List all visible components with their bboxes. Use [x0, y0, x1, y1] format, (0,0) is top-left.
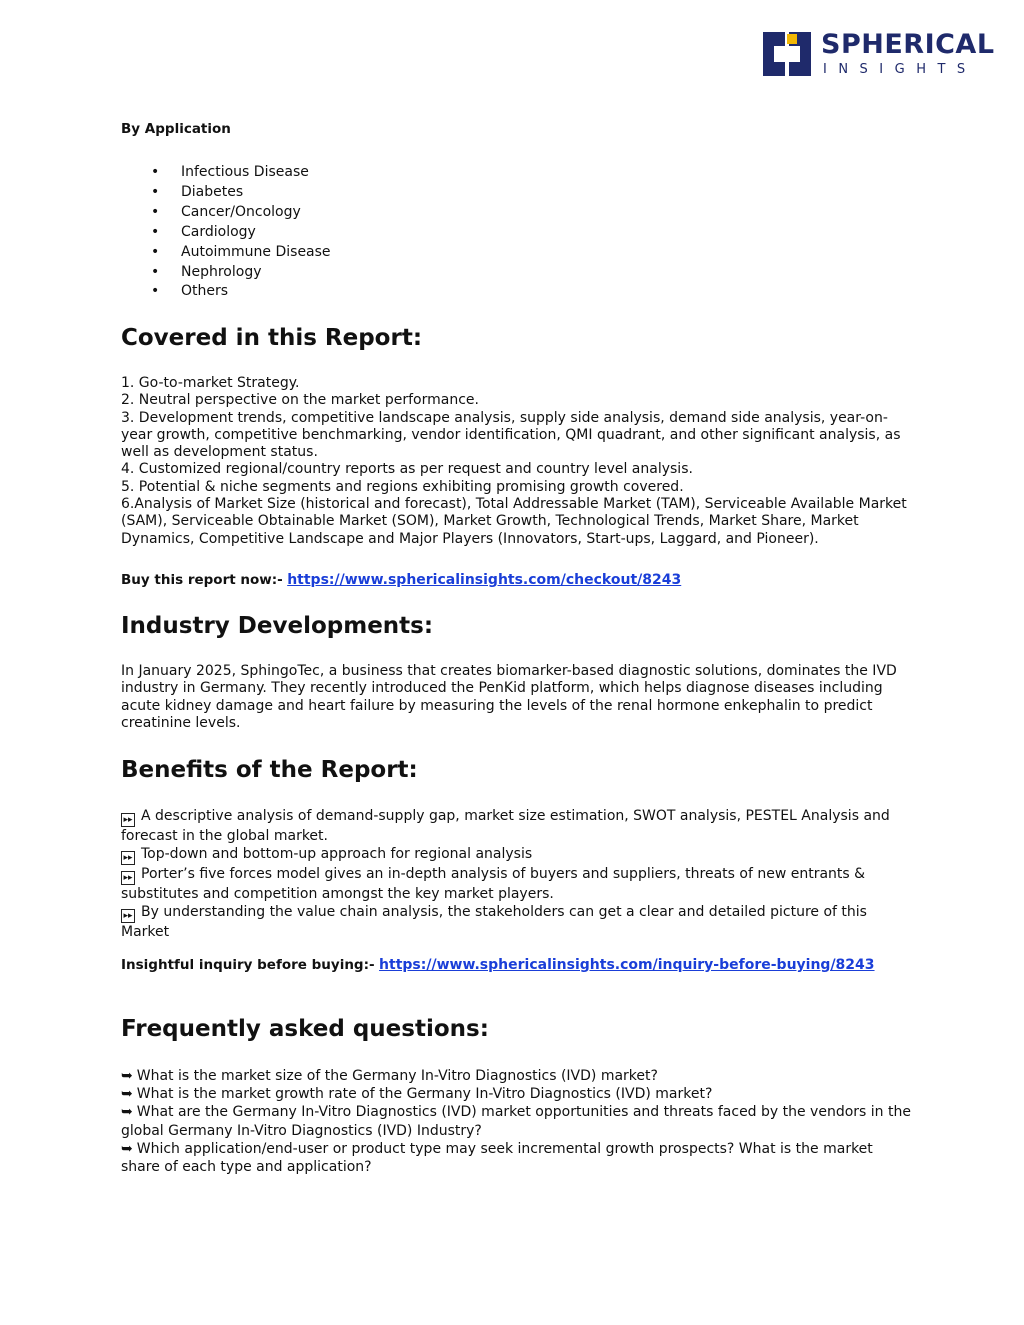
- fast-forward-icon: ▸▸: [121, 851, 135, 865]
- list-item: • Infectious Disease: [151, 164, 309, 180]
- benefit-item: ▸▸ A descriptive analysis of demand-supply gap, market size estimation, SWOT analysis, PESTEL Analysis and forecast in the global market.: [121, 808, 890, 844]
- brand-name: SPHERICAL: [821, 29, 995, 60]
- buy-label: Buy this report now:-: [121, 572, 283, 588]
- list-item: • Cardiology: [151, 223, 256, 240]
- list-item: • Others: [151, 283, 229, 300]
- inquiry-label: Insightful inquiry before buying:-: [121, 957, 375, 973]
- list-item: • Autoimmune Disease: [151, 243, 331, 260]
- list-item: • Nephrology: [151, 263, 262, 280]
- arrow-right-icon: ➥: [121, 1068, 133, 1084]
- benefits-heading: Benefits of the Report:: [121, 757, 418, 783]
- faq-item: ➥ What is the market growth rate of the Germany In-Vitro Diagnostics (IVD) market?: [121, 1086, 713, 1103]
- brand-subtitle: INSIGHTS: [823, 62, 977, 77]
- arrow-right-icon: ➥: [121, 1086, 133, 1103]
- benefit-item: ▸▸ Porter’s five forces model gives an in-depth analysis of buyers and suppliers, threats of new entrants & substitutes and competition amongst the key market players.: [121, 866, 866, 903]
- list-item: • Cancer/Oncology: [151, 203, 301, 220]
- buy-line: [121, 572, 911, 589]
- covered-item: 4. Customized regional/country reports as per request and country level analysis.: [121, 461, 693, 478]
- inquiry-line: [121, 957, 911, 974]
- covered-list: [121, 375, 911, 548]
- industry-heading: Industry Developments:: [121, 613, 434, 639]
- arrow-right-icon: ➥: [121, 1140, 133, 1157]
- benefit-item: ▸▸ By understanding the value chain analysis, the stakeholders can get a clear and detailed picture of this Market: [121, 904, 867, 941]
- faq-item: ➥ Which application/end-user or product type may seek incremental growth prospects? What is the market share of each type and application?: [121, 1140, 873, 1176]
- industry-text: In January 2025, SphingoTec, a business that creates biomarker-based diagnostic solutions, dominates the IVD industry in Germany. They recently introduced the PenKid platform, which helps diagnose diseases including acute kidney damage and heart failure by measuring the levels of the renal hormone enkephalin to predict creatinine levels.: [121, 663, 897, 731]
- arrow-right-icon: ➥: [121, 1104, 133, 1121]
- covered-item: 2. Neutral perspective on the market performance.: [121, 392, 479, 409]
- faq-heading: Frequently asked questions:: [121, 1016, 489, 1042]
- benefits-list: [121, 807, 911, 942]
- faq-list: [121, 1067, 911, 1176]
- brand-logo: [763, 29, 995, 78]
- fast-forward-icon: ▸▸: [121, 909, 135, 923]
- covered-item: 6.Analysis of Market Size (historical and forecast), Total Addressable Market (TAM), Serviceable Available Market (SAM), Serviceable Obtainable Market (SOM), Market Growth, Technological Trends, Market Share, Market Dynamics, Competitive Landscape and Major Players (Innovators, Start-ups, Laggard, and Pioneer).: [121, 496, 907, 547]
- fast-forward-icon: ▸▸: [121, 813, 135, 827]
- benefit-item: ▸▸ Top-down and bottom-up approach for regional analysis: [121, 845, 911, 865]
- covered-item: 3. Development trends, competitive landscape analysis, supply side analysis, demand side analysis, year-on-year growth, competitive benchmarking, vendor identification, QMI quadrant, and other significant analysis, as well as development status.: [121, 409, 901, 461]
- faq-item: ➥ What are the Germany In-Vitro Diagnostics (IVD) market opportunities and threats faced by the vendors in the global Germany In-Vitro Diagnostics (IVD) Industry?: [121, 1104, 911, 1139]
- covered-item: 5. Potential & niche segments and regions exhibiting promising growth covered.: [121, 478, 684, 495]
- covered-heading: Covered in this Report:: [121, 325, 423, 351]
- faq-item: ➥ What is the market size of the Germany In-Vitro Diagnostics (IVD) market?: [121, 1068, 658, 1084]
- checkout-link[interactable]: https://www.sphericalinsights.com/checkout/8243: [287, 572, 682, 588]
- by-application-label: By Application: [121, 121, 231, 137]
- list-item: • Diabetes: [151, 183, 244, 200]
- logo-mark-icon: [763, 32, 811, 76]
- fast-forward-icon: ▸▸: [121, 871, 135, 885]
- covered-item: 1. Go-to-market Strategy.: [121, 375, 300, 391]
- inquiry-link[interactable]: https://www.sphericalinsights.com/inquiry-before-buying/8243: [379, 957, 875, 973]
- application-list: [121, 163, 911, 302]
